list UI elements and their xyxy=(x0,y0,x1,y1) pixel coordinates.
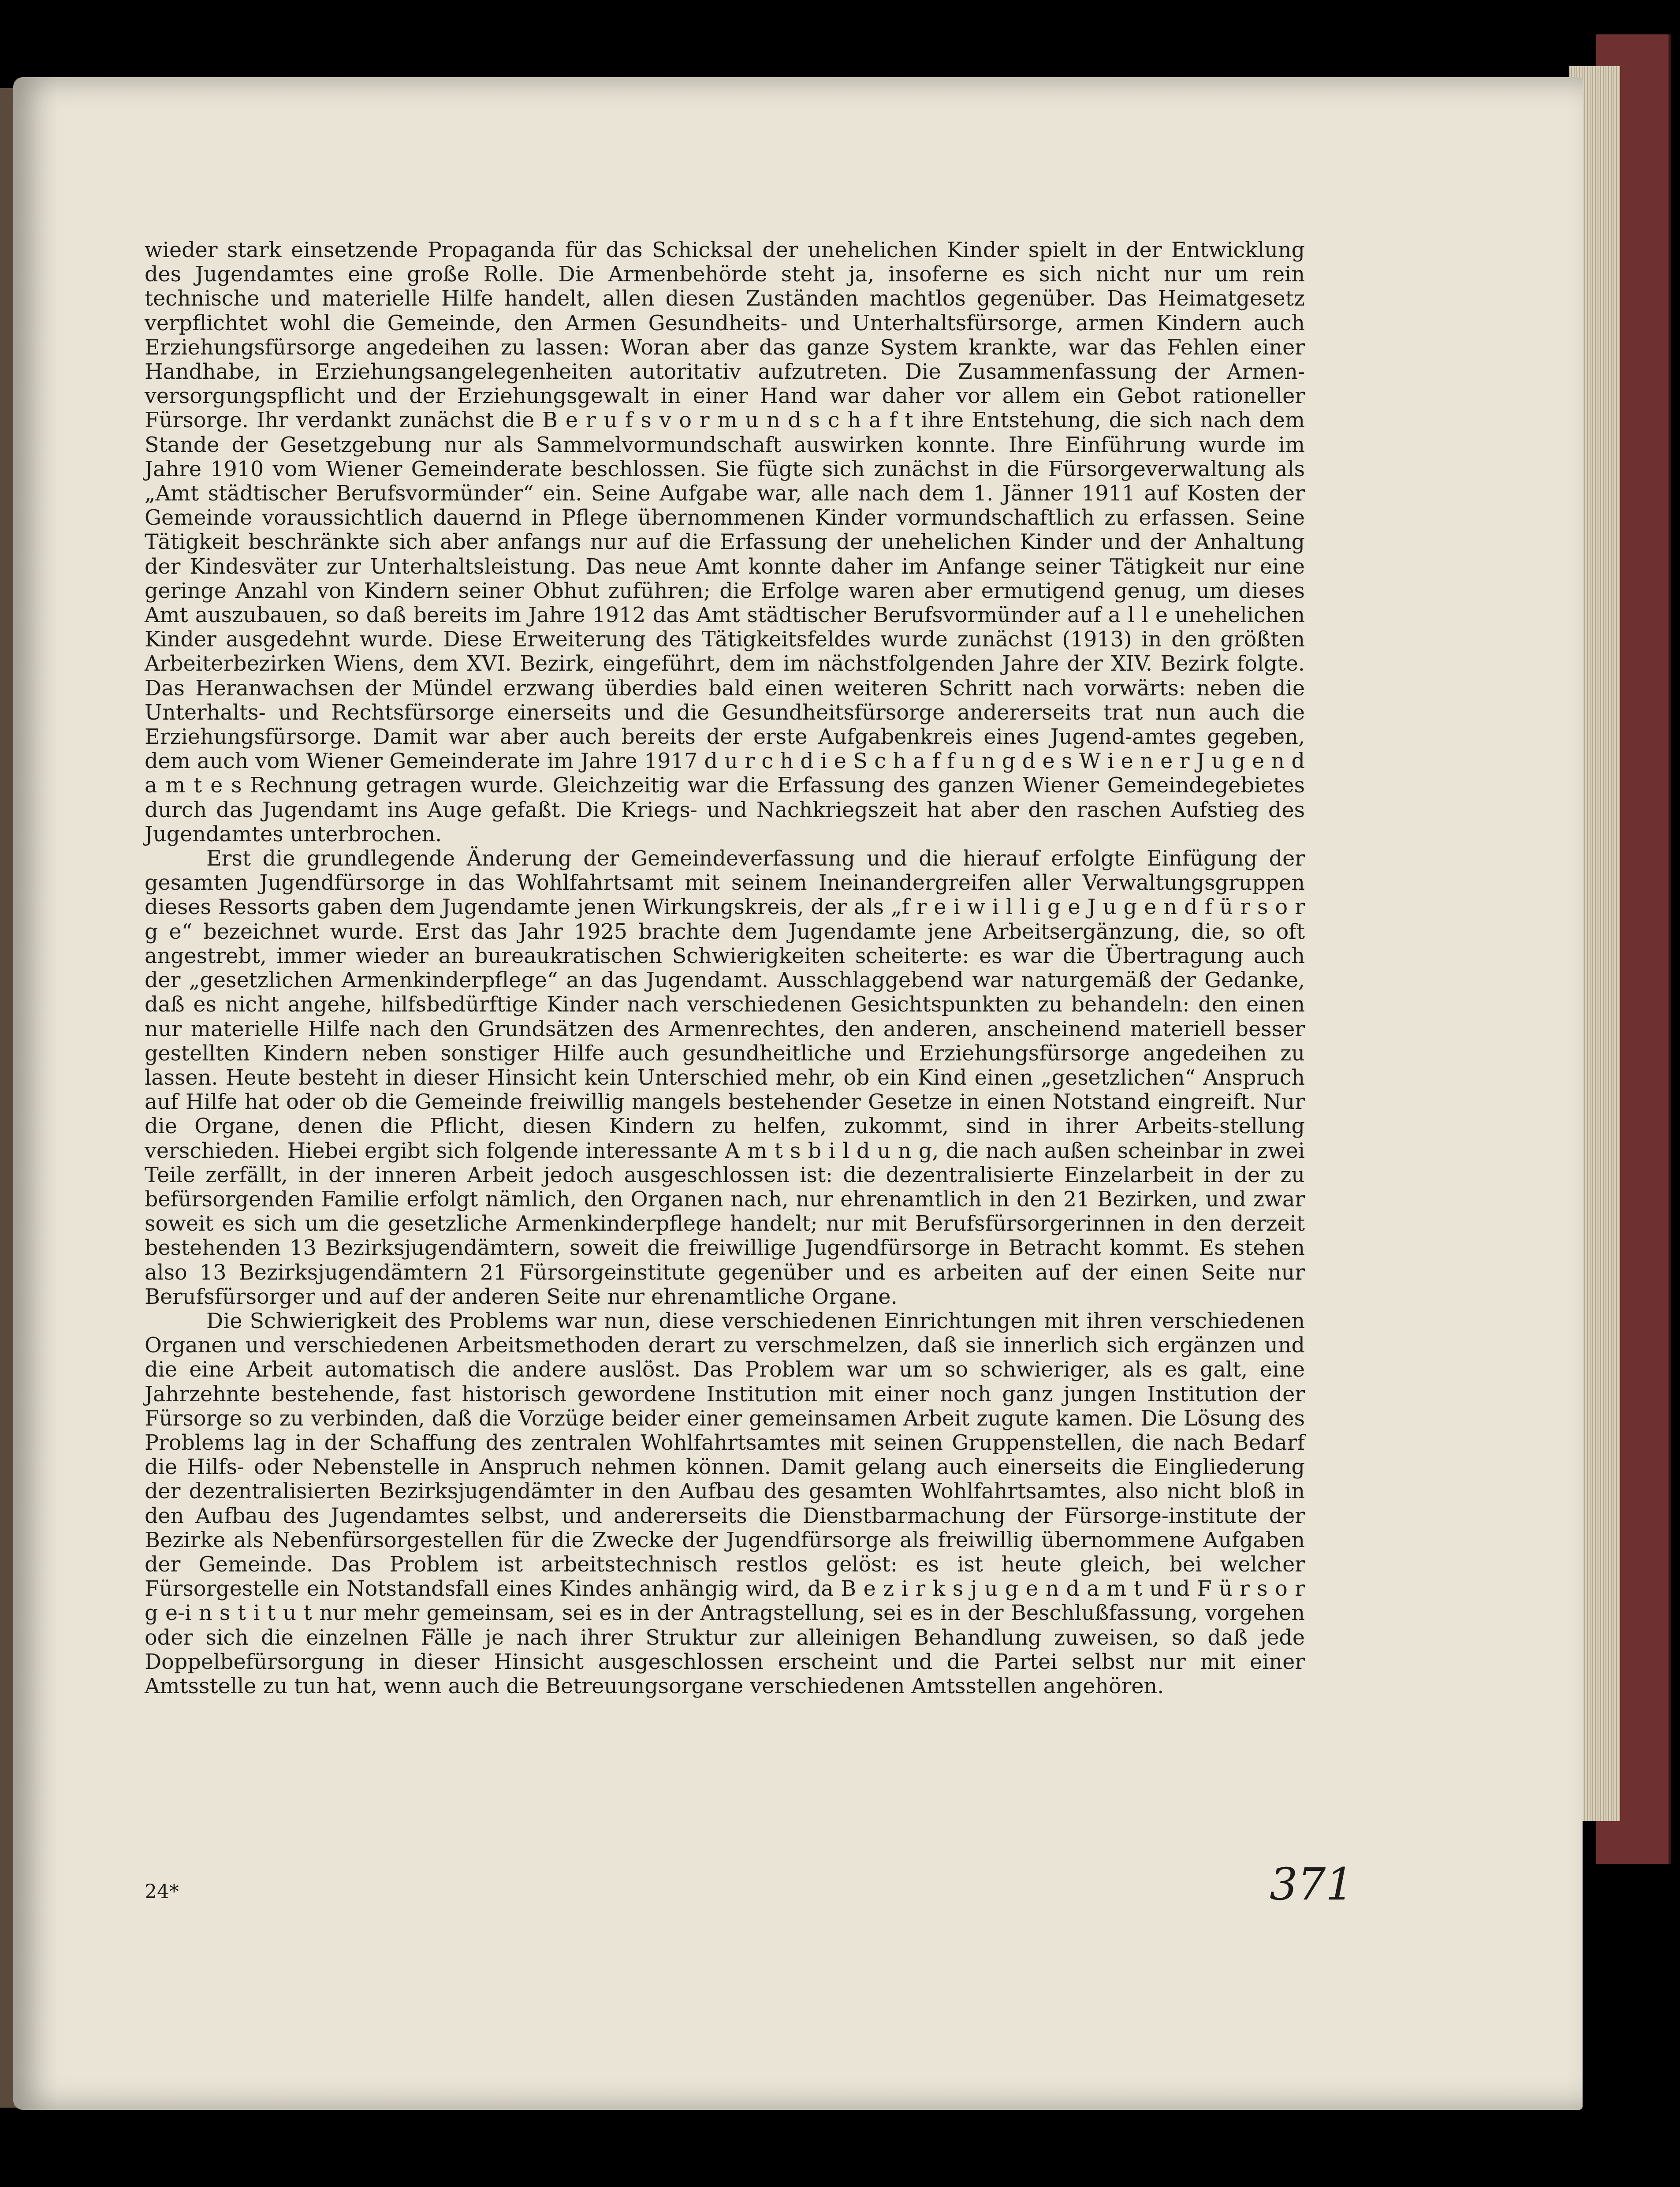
signature-mark: 24* xyxy=(145,1881,179,1903)
paragraph: Die Schwierigkeit des Problems war nun, diese verschiedenen Einrichtungen mit ihren verschiedenen Organen und verschiedenen Arbeitsmethoden derart zu verschmelzen, daß sie innerlich sich ergänzen und die eine Arbeit automatisch die andere auslöst. Das Problem war um so schwieriger, als es galt, eine Jahrzehnte bestehende, fast historisch gewordene Institution mit einer noch ganz jungen Institution der Fürsorge so zu verbinden, daß die Vorzüge beider einer gemeinsamen Arbeit zugute kamen. Die Lösung des Problems lag in der Schaffung des zentralen Wohlfahrtsamtes mit seinen Gruppenstellen, die nach Bedarf die Hilfs- oder Nebenstelle in Anspruch nehmen können. Damit gelang auch einerseits die Eingliederung der dezentralisierten Bezirksjugendämter in den Aufbau des gesamten Wohlfahrtsamtes, also nicht bloß in den Aufbau des Jugendamtes selbst, und andererseits die Dienstbarmachung der Fürsorge-institute der Bezirke als Nebenfürsorgestellen für die Zwecke der Jugendfürsorge als freiwillig übernommene Aufgaben der Gemeinde. Das Problem ist arbeitstechnisch restlos gelöst: es ist heute gleich, bei welcher Fürsorgestelle ein Notstandsfall eines Kindes anhängig wird, da B e z i r k s j u g e n d a m t und F ü r s o r g e-i n s t i t u t nur mehr gemeinsam, sei es in der Antragstellung, sei es in der Beschlußfassung, vorgehen oder sich die einzelnen Fälle je nach ihrer Struktur zur alleinigen Behandlung zuweisen, so daß jede Doppelbefürsorgung in dieser Hinsicht ausgeschlossen erscheint und die Partei selbst nur mit einer Amtsstelle zu tun hat, wenn auch die Betreuungsorgane verschiedenen Amtsstellen angehören. xyxy=(145,1309,1305,1698)
paragraph: wieder stark einsetzende Propaganda für das Schicksal der unehelichen Kinder spielt in der Entwicklung des Jugendamtes eine große Rolle. Die Armenbehörde steht ja, insoferne es sich nicht nur um rein technische und materielle Hilfe handelt, allen diesen Zuständen machtlos gegenüber. Das Heimatgesetz verpflichtet wohl die Gemeinde, den Armen Gesundheits- und Unterhaltsfürsorge, armen Kindern auch Erziehungsfürsorge angedeihen zu lassen: Woran aber das ganze System krankte, war das Fehlen einer Handhabe, in Erziehungsangelegenheiten autoritativ aufzutreten. Die Zusammenfassung der Armen-versorgungspflicht und der Erziehungsgewalt in einer Hand war daher vor allem ein Gebot rationeller Fürsorge. Ihr verdankt zunächst die B e r u f s v o r m u n d s c h a f t ihre Entstehung, die sich nach dem Stande der Gesetzgebung nur als Sammelvormundschaft auswirken konnte. Ihre Einführung wurde im Jahre 1910 vom Wiener Gemeinderate beschlossen. Sie fügte sich zunächst in die Fürsorgeverwaltung als „Amt städtischer Berufsvormünder“ ein. Seine Aufgabe war, alle nach dem 1. Jänner 1911 auf Kosten der Gemeinde voraussichtlich dauernd in Pflege übernommenen Kinder vormundschaftlich zu erfassen. Seine Tätigkeit beschränkte sich aber anfangs nur auf die Erfassung der unehelichen Kinder und der Anhaltung der Kindesväter zur Unterhaltsleistung. Das neue Amt konnte daher im Anfange seiner Tätigkeit nur eine geringe Anzahl von Kindern seiner Obhut zuführen; die Erfolge waren aber ermutigend genug, um dieses Amt auszubauen, so daß bereits im Jahre 1912 das Amt städtischer Berufsvormünder auf a l l e unehelichen Kinder ausgedehnt wurde. Diese Erweiterung des Tätigkeitsfeldes wurde zunächst (1913) in den größten Arbeiterbezirken Wiens, dem XVI. Bezirk, eingeführt, dem im nächstfolgenden Jahre der XIV. Bezirk folgte. Das Heranwachsen der Mündel erzwang überdies bald einen weiteren Schritt nach vorwärts: neben die Unterhalts- und Rechtsfürsorge einerseits und die Gesundheitsfürsorge andererseits trat nun auch die Erziehungsfürsorge. Damit war aber auch bereits der erste Aufgabenkreis eines Jugend-amtes gegeben, dem auch vom Wiener Gemeinderate im Jahre 1917 d u r c h d i e S c h a f f u n g d e s W i e n e r J u g e n d a m t e s Rechnung getragen wurde. Gleichzeitig war die Erfassung des ganzen Wiener Gemeindegebietes durch das Jugendamt ins Auge gefaßt. Die Kriegs- und Nachkriegszeit hat aber den raschen Aufstieg des Jugendamtes unterbrochen. xyxy=(145,238,1305,847)
paragraph: Erst die grundlegende Änderung der Gemeindeverfassung und die hierauf erfolgte Einfügung der gesamten Jugendfürsorge in das Wohlfahrtsamt mit seinem Ineinandergreifen aller Verwaltungsgruppen dieses Ressorts gaben dem Jugendamte jenen Wirkungskreis, der als „f r e i w i l l i g e J u g e n d f ü r s o r g e“ bezeichnet wurde. Erst das Jahr 1925 brachte dem Jugendamte jene Arbeitsergänzung, die, so oft angestrebt, immer wieder an bureaukratischen Schwierigkeiten scheiterte: es war die Übertragung auch der „gesetzlichen Armenkinderpflege“ an das Jugendamt. Ausschlaggebend war naturgemäß der Gedanke, daß es nicht angehe, hilfsbedürftige Kinder nach verschiedenen Gesichtspunkten zu behandeln: den einen nur materielle Hilfe nach den Grundsätzen des Armenrechtes, den anderen, anscheinend materiell besser gestellten Kindern neben sonstiger Hilfe auch gesundheitliche und Erziehungsfürsorge angedeihen zu lassen. Heute besteht in dieser Hinsicht kein Unterschied mehr, ob ein Kind einen „gesetzlichen“ Anspruch auf Hilfe hat oder ob die Gemeinde freiwillig mangels bestehender Gesetze in einen Notstand eingreift. Nur die Organe, denen die Pflicht, diesen Kindern zu helfen, zukommt, sind in ihrer Arbeits-stellung verschieden. Hiebei ergibt sich folgende interessante A m t s b i l d u n g, die nach außen scheinbar in zwei Teile zerfällt, in der inneren Arbeit jedoch ausgeschlossen ist: die dezentralisierte Einzelarbeit in der zu befürsorgenden Familie erfolgt nämlich, den Organen nach, nur ehrenamtlich in den 21 Bezirken, und zwar soweit es sich um die gesetzliche Armenkinderpflege handelt; nur mit Berufsfürsorgerinnen in den derzeit bestehenden 13 Bezirksjugendämtern, soweit die freiwillige Jugendfürsorge in Betracht kommt. Es stehen also 13 Bezirksjugendämtern 21 Fürsorgeinstitute gegenüber und es arbeiten auf der einen Seite nur Berufsfürsorger und auf der anderen Seite nur ehrenamtliche Organe. xyxy=(145,847,1305,1309)
page-number: 371 xyxy=(1270,1859,1354,1910)
body-text xyxy=(145,238,1305,1698)
